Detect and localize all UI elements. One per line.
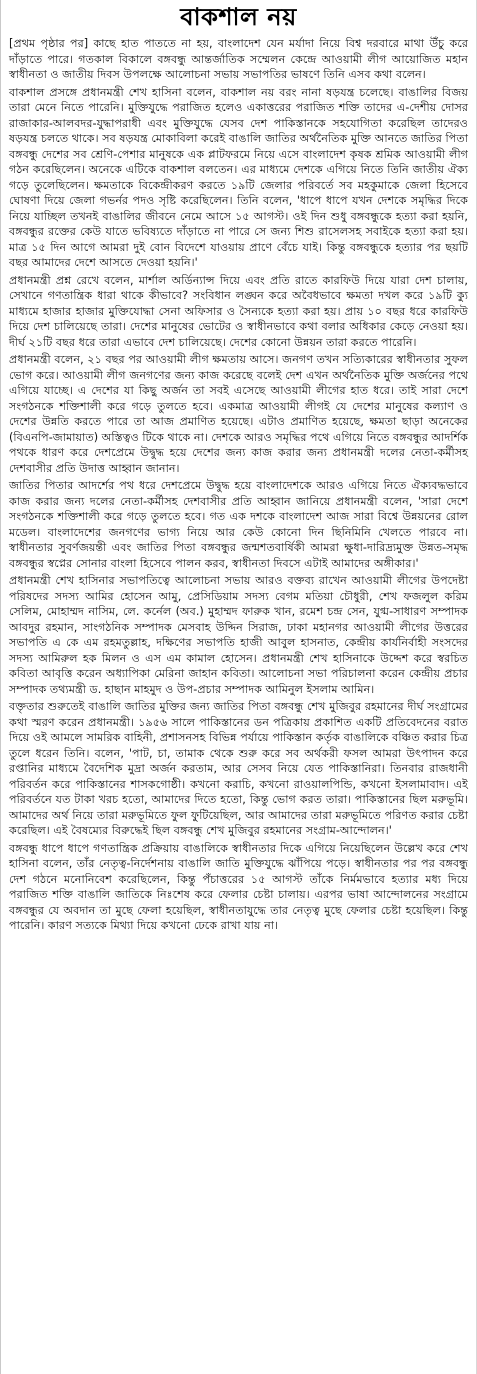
article-paragraph-7: বক্তৃতার শুরুতেই বাঙালি জাতির মুক্তির জন্য জাতির পিতা বঙ্গবন্ধু শেখ মুজিবুর রহমানের দীর্ঘ সংগ্রামের কথা স্মরণ করেন প্রধানমন্ত্রী। ১৯৫৬ সালে পাকিস্তানের ডন পত্রিকায় প্রকাশিত একটি প্রতিবেদনের বরাত দিয়ে ওই আমলে সামরিক বাহিনী, প্রশাসনসহ বিভিন্ন পর্যায়ে পাকিস্তান কর্তৃক বাঙালিকে বঞ্চিত করার চিত্র তুলে ধরেন তিনি। বলেন, 'পাট, চা, তামাক থেকে শুরু করে সব অর্থকরী ফসল আমরা উৎপাদন করে রপ্তানির মাধ্যমে বৈদেশিক মুদ্রা অর্জন করতাম, আর সেসব নিয়ে যেত পাকিস্তানিরা। তিনবার রাজধানী পরিবর্তন করে পাকিস্তানের শাসকগোষ্ঠী। কখনো করাচি, কখনো রাওয়ালপিন্ডি, কখনো ইসলামাবাদ। এই পরিবর্তনে যত টাকা খরচ হতো, আমাদের দিতে হতো, কিন্তু ভোগ করত তারা। পাকিস্তানের ছিল মরুভূমি। আমাদের অর্থ নিয়ে তারা মরুভূমিতে ফুল ফুটিয়েছিল, আর আমাদের তারা মরুভূমিতে পরিণত করার চেষ্টা করেছিল। এই বৈষম্যের বিরুদ্ধেই ছিল বঙ্গবন্ধু শেখ মুজিবুর রহমানের সংগ্রাম-আন্দোলন।' <box>9 700 468 837</box>
article-paragraph-2: বাকশাল প্রসঙ্গে প্রধানমন্ত্রী শেখ হাসিনা বলেন, বাকশাল নয় বরং নানা ষড়যন্ত্র চলেছে। বাঙালির বিজয় তারা মেনে নিতে পারেনি। মুক্তিযুদ্ধে পরাজিত হলেও একাত্তরের পরাজিত শক্তি তাদের এ-দেশীয় দোসর রাজাকার-আলবদর-যুদ্ধাপরাধী এবং মুক্তিযুদ্ধে যেসব দেশ পাকিস্তানকে সহযোগিতা করেছিল তাদেরও ষড়যন্ত্র চলতে থাকে। সব ষড়যন্ত্র মোকাবিলা করেই বাঙালি জাতির অর্থনৈতিক মুক্তি আনতে জাতির পিতা বঙ্গবন্ধু দেশের সব শ্রেণি-পেশার মানুষকে এক প্লাটফরমে নিয়ে এসে বাংলাদেশ কৃষক শ্রমিক আওয়ামী লীগ গঠন করেছিলেন। অনেকে এটিকে বাকশাল বলতেন। এর মাধ্যমে দেশকে এগিয়ে নিতে তিনি জাতীয় ঐক্য গড়ে তুলেছিলেন। ক্ষমতাকে বিকেন্দ্রীকরণ করতে ১৯টি জেলার পরিবর্তে সব মহকুমাকে জেলা হিসেবে ঘোষণা দিয়ে জেলা গভর্নর পদও সৃষ্টি করেছিলেন। তিনি বলেন, 'ধাপে ধাপে যখন দেশকে সমৃদ্ধির দিকে নিয়ে যাচ্ছিল তখনই বাঙালির জীবনে নেমে আসে ১৫ আগস্ট। ওই দিন শুধু বঙ্গবন্ধুকে হত্যা করা হয়নি, বঙ্গবন্ধুর রক্তের কেউ যাতে ভবিষ্যতে দাঁড়াতে না পারে সে জন্য শিশু রাসেলসহ সবাইকে হত্যা করা হয়। মাত্র ১৫ দিন আগে আমরা দুই বোন বিদেশে যাওয়ায় প্রাণে বেঁচে যাই। কিন্তু বঙ্গবন্ধুকে হত্যার পর ছয়টি বছর আমাদের দেশে আসতে দেওয়া হয়নি।' <box>9 85 468 269</box>
article-body <box>9 36 468 934</box>
article-paragraph-3: প্রধানমন্ত্রী প্রশ্ন রেখে বলেন, মার্শাল অর্ডিন্যান্স দিয়ে এবং প্রতি রাতে কারফিউ দিয়ে যারা দেশ চালায়, সেখানে গণতান্ত্রিক ধারা থাকে কীভাবে? সংবিধান লঙ্ঘন করে অবৈধভাবে ক্ষমতা দখল করে ১৯টি ক্যু মাধ্যমে হাজার হাজার মুক্তিযোদ্ধা সেনা অফিসার ও সৈন্যকে হত্যা করা হয়। প্রায় ১০ বছর ধরে কারফিউ দিয়ে দেশ চালিয়েছে তারা। দেশের মানুষের ভোটের ও স্বাধীনভাবে কথা বলার অধিকার কেড়ে নেওয়া হয়। দীর্ঘ ২১টি বছর ধরে তারা এভাবে দেশ চালিয়েছে। দেশের কোনো উন্নয়ন তারা করতে পারেনি। <box>9 273 468 349</box>
article-headline: বাকশাল নয় <box>180 3 297 31</box>
left-border-rule <box>0 0 1 1374</box>
article-paragraph-4: প্রধানমন্ত্রী বলেন, ২১ বছর পর আওয়ামী লীগ ক্ষমতায় আসে। জনগণ তখন সত্যিকারের স্বাধীনতার সুফল ভোগ করে। আওয়ামী লীগ জনগণের জন্য কাজ করেছে বলেই দেশ এখন অর্থনৈতিক মুক্তি অর্জনের পথে এগিয়ে যাচ্ছে। এ দেশের যা কিছু অর্জন তা সবই এসেছে আওয়ামী লীগের হাত ধরে। তাই সারা দেশে সংগঠনকে শক্তিশালী করে গড়ে তুলতে হবে। একমাত্র আওয়ামী লীগই যে দেশের মানুষের কল্যাণ ও দেশের উন্নতি করতে পারে তা আজ প্রমাণিত হয়েছে। এটাও প্রমাণিত হয়েছে, ক্ষমতা ছাড়া অনেকের (বিএনপি-জামায়াত) অস্তিত্বও টিকে থাকে না। দেশকে আরও সমৃদ্ধির পথে এগিয়ে নিতে বঙ্গবন্ধুর আদর্শিক পথকে ধারণ করে দেশপ্রেমে উদ্বুদ্ধ হয়ে দেশের জন্য কাজ করার জন্য প্রধানমন্ত্রী দলের নেতা-কর্মীসহ দেশবাসীর প্রতি উদাত্ত আহ্বান জানান। <box>9 353 468 475</box>
article-paragraph-1: [প্রথম পৃষ্ঠার পর] কাছে হাত পাততে না হয়, বাংলাদেশ যেন মর্যাদা নিয়ে বিশ্ব দরবারে মাথা উঁচু করে দাঁড়াতে পারে। গতকাল বিকালে বঙ্গবন্ধু আন্তর্জাতিক সম্মেলন কেন্দ্রে আওয়ামী লীগ আয়োজিত মহান স্বাধীনতা ও জাতীয় দিবস উপলক্ষে আলোচনা সভায় সভাপতির ভাষণে তিনি এসব কথা বলেন। <box>9 37 468 81</box>
article-paragraph-5: জাতির পিতার আদর্শের পথ ধরে দেশপ্রেমে উদ্বুদ্ধ হয়ে বাংলাদেশকে আরও এগিয়ে নিতে ঐক্যবদ্ধভাবে কাজ করার জন্য দলের নেতা-কর্মীসহ দেশবাসীর প্রতি আহ্বান জানিয়ে প্রধানমন্ত্রী বলেন, 'সারা দেশে সংগঠনকে শক্তিশালী করে গড়ে তুলতে হবে। গত এক দশকে বাংলাদেশ আজ সারা বিশ্বে উন্নয়নের রোল মডেল। বাংলাদেশের জনগণের ভাগ্য নিয়ে আর কেউ কোনো দিন ছিনিমিনি খেলতে পারবে না। স্বাধীনতার সুবর্ণজয়ন্তী এবং জাতির পিতা বঙ্গবন্ধুর জন্মশতবার্ষিকী আমরা ক্ষুধা-দারিদ্র্যমুক্ত উন্নত-সমৃদ্ধ বঙ্গবন্ধুর স্বপ্নের সোনার বাংলা হিসেবে পালন করব, স্বাধীনতা দিবসে এটাই আমাদের অঙ্গীকার।' <box>9 479 468 570</box>
article-paragraph-8: বঙ্গবন্ধু ধাপে ধাপে গণতান্ত্রিক প্রক্রিয়ায় বাঙালিকে স্বাধীনতার দিকে এগিয়ে নিয়েছিলেন উল্লেখ করে শেখ হাসিনা বলেন, তাঁর নেতৃত্ব-নির্দেশনায় বাঙালি জাতি মুক্তিযুদ্ধে ঝাঁপিয়ে পড়ে। স্বাধীনতার পর পর বঙ্গবন্ধু দেশ গঠনে মনোনিবেশ করেছিলেন, কিন্তু পঁচাত্তরের ১৫ আগস্ট তাঁকে নির্মমভাবে হত্যার মধ্য দিয়ে পরাজিত শক্তি বাঙালি জাতিকে নিঃশেষ করে ফেলার চেষ্টা চালায়। এরপর ভাষা আন্দোলনের সংগ্রামে বঙ্গবন্ধুর যে অবদান তা মুছে ফেলা হয়েছিল, স্বাধীনতাযুদ্ধে তার নেতৃত্ব মুছে ফেলার চেষ্টা হয়েছিল। কিন্তু পারেনি। কারণ সত্যকে মিথ্যা দিয়ে কখনো ঢেকে রাখা যায় না। <box>9 841 468 932</box>
article-paragraph-6: প্রধানমন্ত্রী শেখ হাসিনার সভাপতিত্বে আলোচনা সভায় আরও বক্তব্য রাখেন আওয়ামী লীগের উপদেষ্টা পরিষদের সদস্য আমির হোসেন আমু, প্রেসিডিয়াম সদস্য বেগম মতিয়া চৌধুরী, শেখ ফজলুল করিম সেলিম, মোহাম্মদ নাসিম, লে. কর্নেল (অব.) মুহাম্মদ ফারুক খান, রমেশ চন্দ্র সেন, যুগ্ম-সাধারণ সম্পাদক আবদুর রহমান, সাংগঠনিক সম্পাদক মেসবাহ উদ্দিন সিরাজ, ঢাকা মহানগর আওয়ামী লীগের উত্তরের সভাপতি এ কে এম রহমতুল্লাহ, দক্ষিণের সভাপতি হাজী আবুল হাসনাত, কেন্দ্রীয় কার্যনির্বাহী সংসদের সদস্য আমিরুল হক মিলন ও এস এম কামাল হোসেন। প্রধানমন্ত্রী শেখ হাসিনাকে উদ্দেশ করে স্বরচিত কবিতা আবৃত্তি করেন অধ্যাপিকা মেরিনা জাহান কবিতা। আলোচনা সভা পরিচালনা করেন কেন্দ্রীয় প্রচার সম্পাদক তথ্যমন্ত্রী ড. হাছান মাহমুদ ও উপ-প্রচার সম্পাদক আমিনুল ইসলাম আমিন। <box>9 574 468 696</box>
